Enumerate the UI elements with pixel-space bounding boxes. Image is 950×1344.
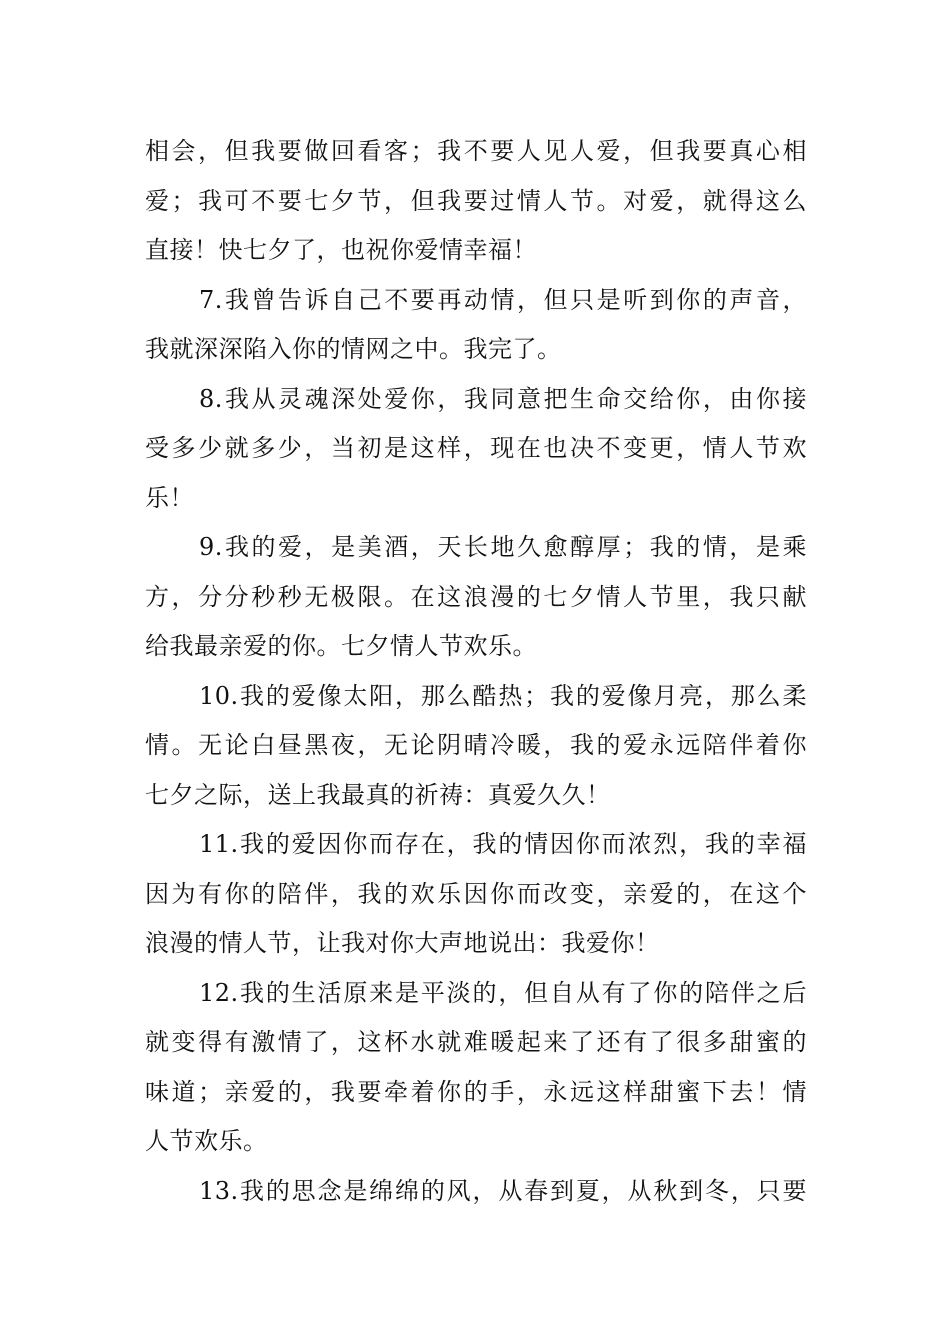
text-line: 味道；亲爱的，我要牵着你的手，永远这样甜蜜下去！情: [145, 1077, 807, 1106]
paragraph-item-10: [145, 672, 807, 821]
paragraph-continuation: [145, 127, 807, 276]
text-line: 7.我曾告诉自己不要再动情，但只是听到你的声音，: [199, 285, 807, 314]
text-line: 七夕之际，送上我最真的祈祷：真爱久久！: [145, 780, 611, 809]
text-line: 方，分分秒秒无极限。在这浪漫的七夕情人节里，我只献: [145, 582, 807, 611]
text-line: 爱；我可不要七夕节，但我要过情人节。对爱，就得这么: [145, 186, 807, 215]
text-line: 受多少就多少，当初是这样，现在也决不变更，情人节欢: [145, 434, 807, 462]
paragraph-item-7: [145, 276, 807, 375]
text-line: 13.我的思念是绵绵的风，从春到夏，从秋到冬，只要: [199, 1176, 807, 1205]
text-line: 人节欢乐。: [145, 1127, 268, 1155]
text-line: 9.我的爱，是美酒，天长地久愈醇厚；我的情，是乘: [199, 533, 807, 561]
text-line: 乐！: [145, 483, 194, 512]
text-line: 12.我的生活原来是平淡的，但自从有了你的陪伴之后: [199, 978, 807, 1007]
text-line: 10.我的爱像太阳，那么酷热；我的爱像月亮，那么柔: [199, 681, 807, 710]
text-line: 因为有你的陪伴，我的欢乐因你而改变，亲爱的，在这个: [145, 879, 807, 908]
document-body: [145, 127, 807, 1216]
paragraph-item-9: [145, 523, 807, 672]
paragraph-item-8: [145, 375, 807, 524]
paragraph-item-13: [145, 1167, 807, 1217]
text-line: 浪漫的情人节，让我对你大声地说出：我爱你！: [145, 929, 660, 957]
text-line: 给我最亲爱的你。七夕情人节欢乐。: [145, 632, 537, 660]
text-line: 8.我从灵魂深处爱你，我同意把生命交给你，由你接: [199, 384, 807, 413]
text-line: 就变得有激情了，这杯水就难暖起来了还有了很多甜蜜的: [145, 1028, 807, 1056]
text-line: 我就深深陷入你的情网之中。我完了。: [145, 335, 562, 363]
text-line: 11.我的爱因你而存在，我的情因你而浓烈，我的幸福: [199, 830, 807, 858]
text-line: 直接！快七夕了，也祝你爱情幸福！: [145, 236, 537, 264]
paragraph-item-11: [145, 820, 807, 969]
text-line: 情。无论白昼黑夜，无论阴晴冷暖，我的爱永远陪伴着你: [145, 731, 807, 759]
paragraph-item-12: [145, 969, 807, 1167]
text-line: 相会，但我要做回看客；我不要人见人爱，但我要真心相: [145, 137, 807, 165]
